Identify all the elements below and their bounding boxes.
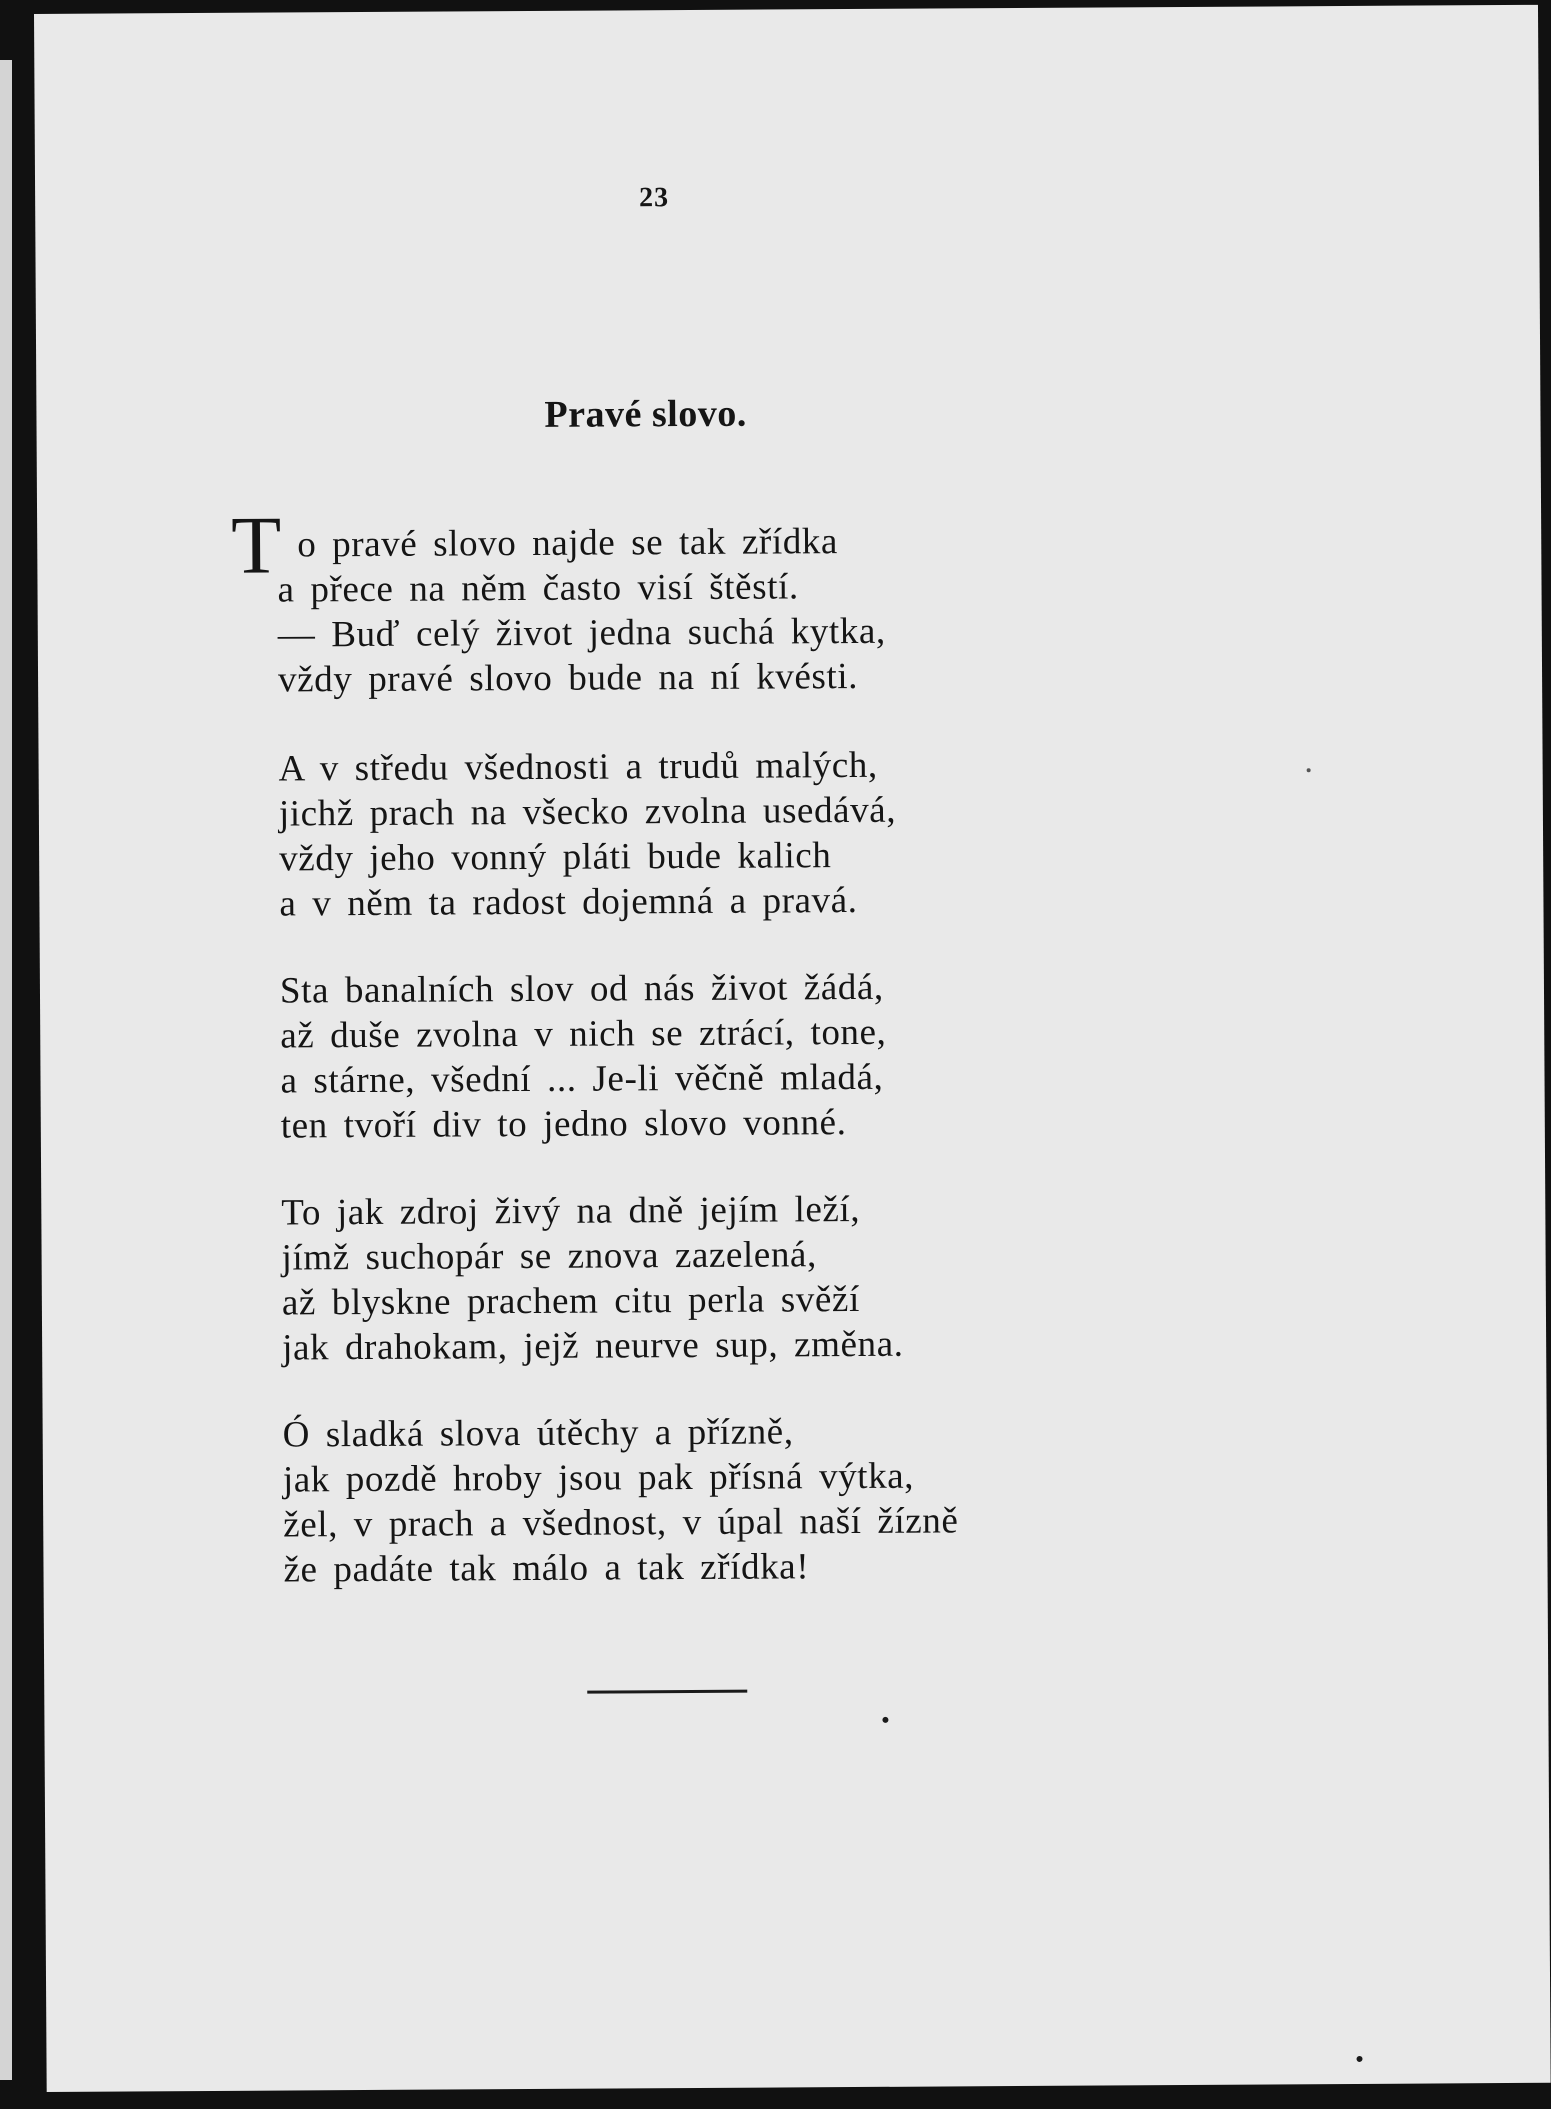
verse-line: až blyskne prachem citu perla svěží [281, 1278, 861, 1324]
verse-line: a stárne, všední ... Je-li věčně mladá, [280, 1056, 884, 1102]
adjacent-page-edge [0, 60, 12, 2080]
verse-line: až duše zvolna v nich se ztrácí, tone, [280, 1011, 887, 1057]
verse-line: — Buď celý život jedna suchá kytka, [277, 610, 886, 656]
book-page [34, 5, 1551, 2092]
verse-line: a přece na něm často visí štěstí. [277, 566, 799, 611]
verse-line: Sta banalních slov od nás život žádá, [279, 966, 884, 1012]
stanza-2 [278, 743, 896, 927]
ink-speck [1307, 768, 1311, 772]
page-number: 23 [639, 182, 670, 214]
stanza-3 [280, 965, 887, 1149]
verse-line: žel, v prach a všednost, v úpal naší žízně [283, 1500, 959, 1546]
verse-line: vždy pravé slovo bude na ní kvésti. [277, 655, 859, 701]
ink-speck [1356, 2056, 1362, 2062]
verse-line: jak drahokam, jejž neurve sup, změna. [282, 1323, 904, 1369]
stanza-4 [281, 1187, 903, 1371]
poem-title: Pravé slovo. [544, 392, 747, 436]
verse-line: jak pozdě hroby jsou pak přísná výtka, [282, 1455, 915, 1501]
stanza-5 [283, 1408, 959, 1592]
stanza-1 [277, 519, 886, 703]
verse-line: jichž prach na všecko zvolna usedává, [278, 789, 897, 835]
verse-line: ten tvoří div to jedno slovo vonné. [280, 1102, 847, 1147]
verse-line: že padáte tak málo a tak zřídka! [283, 1546, 810, 1591]
verse-line: vždy jeho vonný pláti bude kalich [279, 835, 832, 880]
verse-line: Ó sladká slova útěchy a přízně, [282, 1411, 794, 1456]
drop-cap-initial: T [230, 499, 282, 591]
verse-line: To jak zdroj živý na dně jejím leží, [281, 1188, 861, 1234]
verse-line: o pravé slovo najde se tak zřídka [297, 521, 839, 566]
verse-line: a v něm ta radost dojemná a pravá. [279, 879, 858, 925]
verse-line: jímž suchopár se znova zazelená, [281, 1234, 817, 1279]
closing-rule [587, 1690, 747, 1694]
verse-line: A v středu všednosti a trudů malých, [278, 744, 878, 790]
ink-speck [882, 1717, 888, 1723]
